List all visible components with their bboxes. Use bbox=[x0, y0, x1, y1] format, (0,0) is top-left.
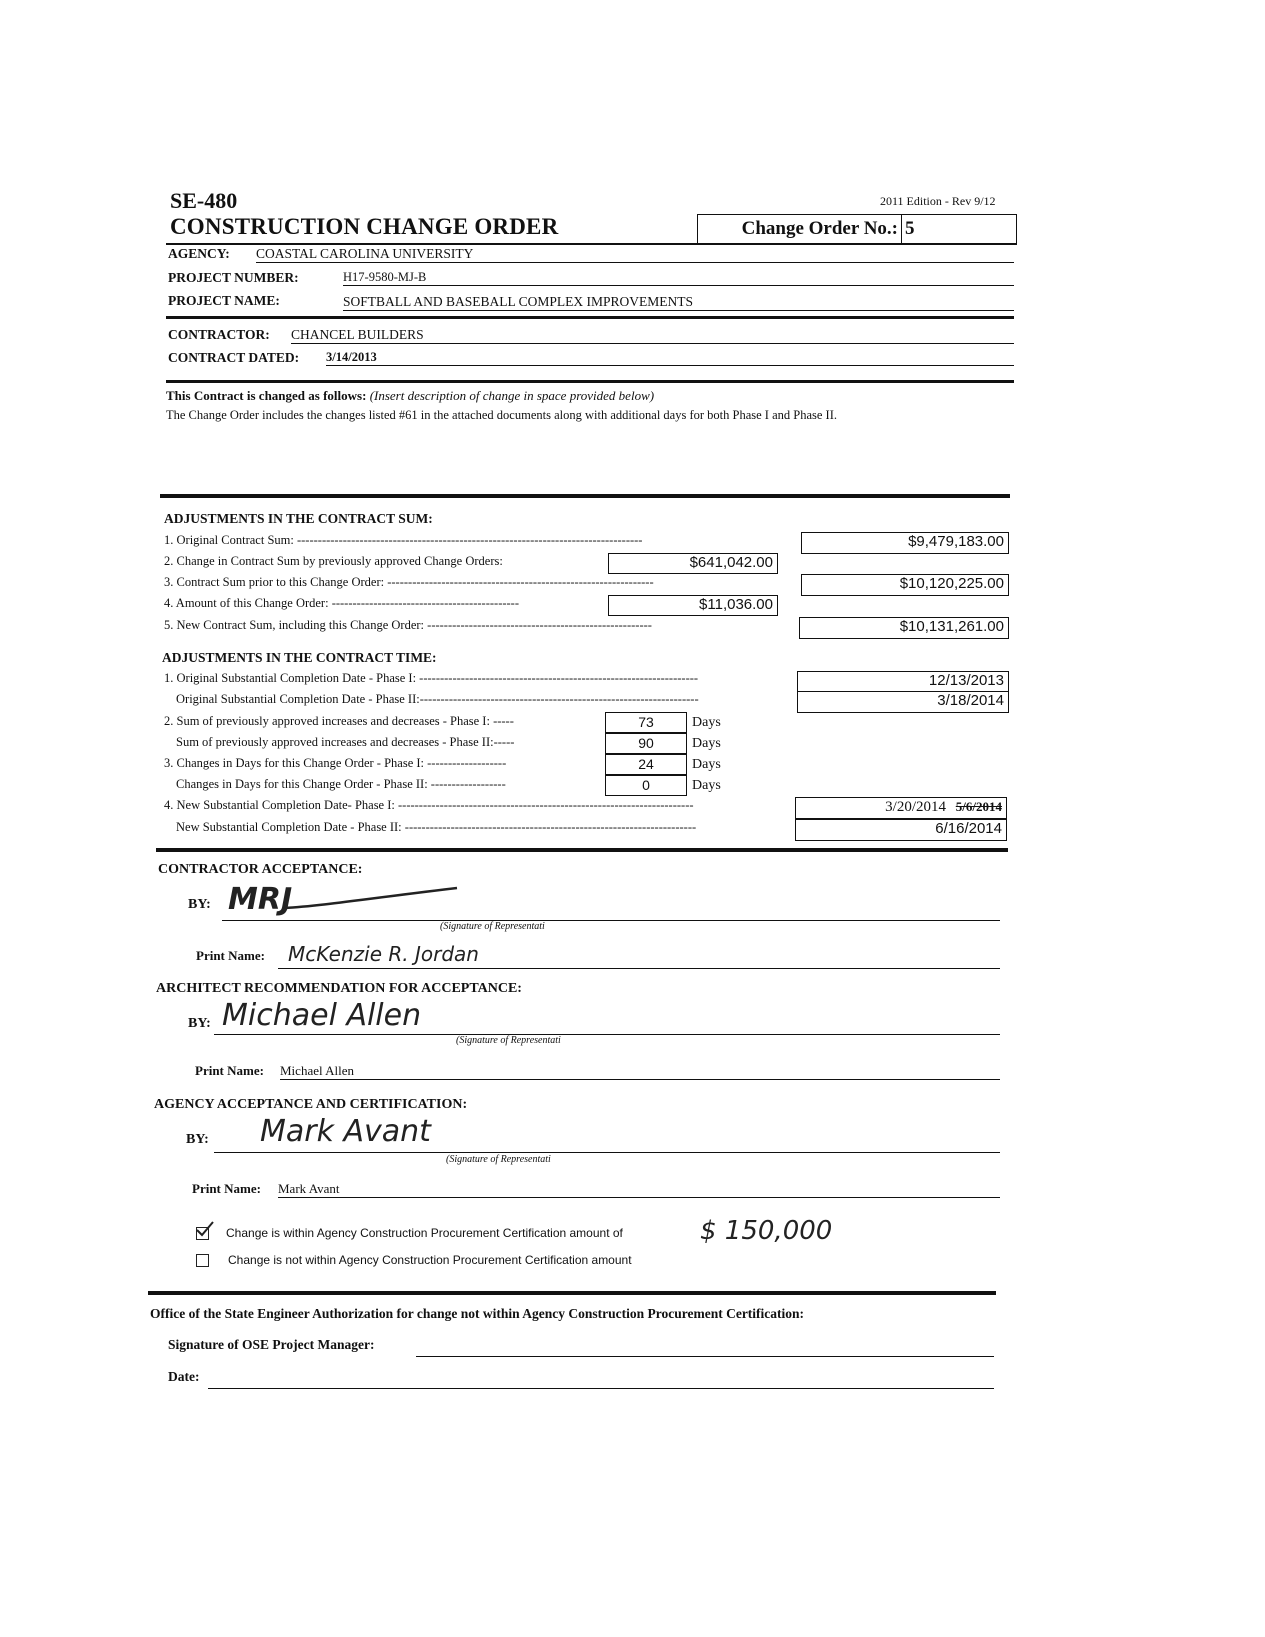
description-text[interactable]: The Change Order includes the changes listed #61 in the attached documents along with additional days for both Phase I and Phase II. bbox=[166, 408, 838, 422]
change-order-number-label: Change Order No.: bbox=[698, 215, 902, 243]
agency-by-label: BY: bbox=[186, 1132, 209, 1147]
contract-time-heading: ADJUSTMENTS IN THE CONTRACT TIME: bbox=[162, 650, 437, 665]
agency-print-name-field[interactable]: Mark Avant bbox=[278, 1181, 1000, 1198]
divider bbox=[166, 380, 1014, 383]
new-completion-phase2-label: New Substantial Completion Date - Phase II: ---------------------------------------------------------------------- bbox=[176, 820, 697, 834]
ose-signature-label: Signature of OSE Project Manager: bbox=[168, 1337, 375, 1352]
description-heading bbox=[166, 388, 654, 404]
agency-print-name-label: Print Name: bbox=[192, 1181, 261, 1196]
architect-signature-field[interactable] bbox=[214, 998, 1000, 1035]
page-title: CONSTRUCTION CHANGE ORDER bbox=[170, 214, 559, 239]
agency-signature: Mark Avant bbox=[260, 1114, 431, 1149]
change-order-number-value[interactable]: 5 bbox=[905, 218, 915, 239]
new-completion-phase1-label: 4. New Substantial Completion Date- Phase I: ----------------------------------------------------------------------- bbox=[164, 798, 694, 812]
contract-dated-field[interactable]: 3/14/2013 bbox=[326, 350, 1014, 366]
agency-label: AGENCY: bbox=[168, 246, 230, 261]
contractor-print-name-field[interactable] bbox=[278, 940, 1000, 969]
architect-print-name-label: Print Name: bbox=[195, 1063, 264, 1078]
change-days-phase2-label: Changes in Days for this Change Order - Phase II: ------------------ bbox=[176, 777, 506, 791]
agency-acceptance-heading: AGENCY ACCEPTANCE AND CERTIFICATION: bbox=[154, 1097, 468, 1112]
new-contract-sum-field[interactable]: $10,131,261.00 bbox=[799, 617, 1009, 639]
signature-caption: (Signature of Representati bbox=[456, 1035, 561, 1046]
contractor-signature: MRJ bbox=[228, 882, 293, 917]
divider bbox=[148, 1291, 996, 1295]
project-number-label: PROJECT NUMBER: bbox=[168, 270, 299, 285]
project-name-field[interactable]: SOFTBALL AND BASEBALL COMPLEX IMPROVEMENTS bbox=[343, 294, 1014, 311]
original-completion-phase1-label: 1. Original Substantial Completion Date - Phase I: ------------------------------------------------------------------- bbox=[164, 671, 699, 685]
not-within-certification-label: Change is not within Agency Construction Procurement Certification amount bbox=[228, 1253, 632, 1267]
architect-by-label: BY: bbox=[188, 1016, 211, 1031]
days-unit: Days bbox=[692, 715, 721, 730]
divider bbox=[156, 848, 1008, 852]
original-contract-sum-field[interactable]: $9,479,183.00 bbox=[801, 532, 1009, 554]
contractor-by-label: BY: bbox=[188, 897, 211, 912]
contractor-print-name: McKenzie R. Jordan bbox=[288, 942, 479, 966]
new-completion-phase1-value: 3/20/2014 bbox=[885, 799, 947, 815]
prev-days-phase2-field[interactable]: 90 bbox=[605, 733, 687, 754]
contractor-acceptance-heading: CONTRACTOR ACCEPTANCE: bbox=[158, 862, 363, 877]
ose-date-field[interactable] bbox=[208, 1376, 994, 1389]
signature-caption: (Signature of Representati bbox=[446, 1154, 551, 1165]
certification-amount: $ 150,000 bbox=[700, 1216, 833, 1246]
change-days-phase2-field[interactable]: 0 bbox=[605, 775, 687, 796]
original-completion-phase1-field[interactable]: 12/13/2013 bbox=[797, 671, 1009, 692]
contract-dated-label: CONTRACT DATED: bbox=[168, 350, 300, 365]
ose-signature-field[interactable] bbox=[416, 1344, 994, 1357]
original-contract-sum-label: 1. Original Contract Sum: ----------------------------------------------------------------------------------- bbox=[164, 533, 643, 547]
agency-signature-field[interactable] bbox=[214, 1114, 1000, 1153]
change-order-number-box bbox=[697, 214, 1017, 245]
project-name-label: PROJECT NAME: bbox=[168, 293, 280, 308]
prev-days-phase1-label: 2. Sum of previously approved increases and decreases - Phase I: ----- bbox=[164, 714, 514, 728]
within-certification-checkbox[interactable] bbox=[196, 1227, 209, 1240]
new-completion-phase1-field[interactable] bbox=[795, 797, 1007, 819]
signature-stroke-icon bbox=[282, 884, 462, 914]
divider bbox=[166, 316, 1014, 319]
original-completion-phase2-label: Original Substantial Completion Date - Phase II:------------------------------------------------------------------- bbox=[176, 692, 699, 706]
architect-heading: ARCHITECT RECOMMENDATION FOR ACCEPTANCE: bbox=[156, 981, 522, 996]
contract-sum-prior-field[interactable]: $10,120,225.00 bbox=[801, 574, 1009, 596]
edition-label: 2011 Edition - Rev 9/12 bbox=[880, 194, 996, 208]
days-unit: Days bbox=[692, 757, 721, 772]
project-number-field[interactable]: H17-9580-MJ-B bbox=[343, 270, 1014, 286]
architect-signature: Michael Allen bbox=[222, 998, 422, 1033]
new-contract-sum-label: 5. New Contract Sum, including this Change Order: ------------------------------------------------------ bbox=[164, 618, 652, 632]
change-days-phase1-field[interactable]: 24 bbox=[605, 754, 687, 775]
contract-sum-heading: ADJUSTMENTS IN THE CONTRACT SUM: bbox=[164, 511, 433, 526]
checkmark-icon bbox=[195, 1220, 215, 1240]
previous-change-orders-field[interactable]: $641,042.00 bbox=[608, 553, 778, 574]
prev-days-phase2-label: Sum of previously approved increases and decreases - Phase II:----- bbox=[176, 735, 515, 749]
change-order-amount-field[interactable]: $11,036.00 bbox=[608, 595, 778, 616]
change-order-amount-label: 4. Amount of this Change Order: --------------------------------------------- bbox=[164, 596, 520, 610]
contractor-signature-field[interactable] bbox=[222, 880, 1000, 921]
contractor-field[interactable]: CHANCEL BUILDERS bbox=[291, 327, 1014, 344]
days-unit: Days bbox=[692, 736, 721, 751]
prev-days-phase1-field[interactable]: 73 bbox=[605, 712, 687, 733]
change-days-phase1-label: 3. Changes in Days for this Change Order - Phase I: ------------------- bbox=[164, 756, 507, 770]
previous-change-orders-label: 2. Change in Contract Sum by previously approved Change Orders: bbox=[164, 554, 503, 568]
description-instruction: (Insert description of change in space provided below) bbox=[369, 388, 655, 403]
within-certification-label: Change is within Agency Construction Procurement Certification amount of bbox=[226, 1226, 623, 1240]
ose-date-label: Date: bbox=[168, 1369, 200, 1384]
contractor-label: CONTRACTOR: bbox=[168, 327, 270, 342]
form-id: SE-480 bbox=[170, 188, 238, 213]
original-completion-phase2-field[interactable]: 3/18/2014 bbox=[797, 691, 1009, 713]
description-heading-text: This Contract is changed as follows: bbox=[166, 388, 367, 403]
contractor-print-name-label: Print Name: bbox=[196, 948, 265, 963]
not-within-certification-checkbox[interactable] bbox=[196, 1254, 209, 1267]
new-completion-phase1-struck-value: 5/6/2014 bbox=[955, 799, 1002, 814]
agency-field[interactable]: COASTAL CAROLINA UNIVERSITY bbox=[256, 246, 1014, 263]
divider bbox=[160, 494, 1010, 498]
ose-heading: Office of the State Engineer Authorization for change not within Agency Construction Procurement Certification: bbox=[150, 1306, 805, 1321]
divider bbox=[166, 243, 1014, 245]
architect-print-name-field[interactable]: Michael Allen bbox=[280, 1063, 1000, 1080]
contract-sum-prior-label: 3. Contract Sum prior to this Change Order: ---------------------------------------------------------------- bbox=[164, 575, 654, 589]
new-completion-phase2-field[interactable]: 6/16/2014 bbox=[795, 819, 1007, 841]
days-unit: Days bbox=[692, 778, 721, 793]
signature-caption: (Signature of Representati bbox=[440, 921, 545, 932]
